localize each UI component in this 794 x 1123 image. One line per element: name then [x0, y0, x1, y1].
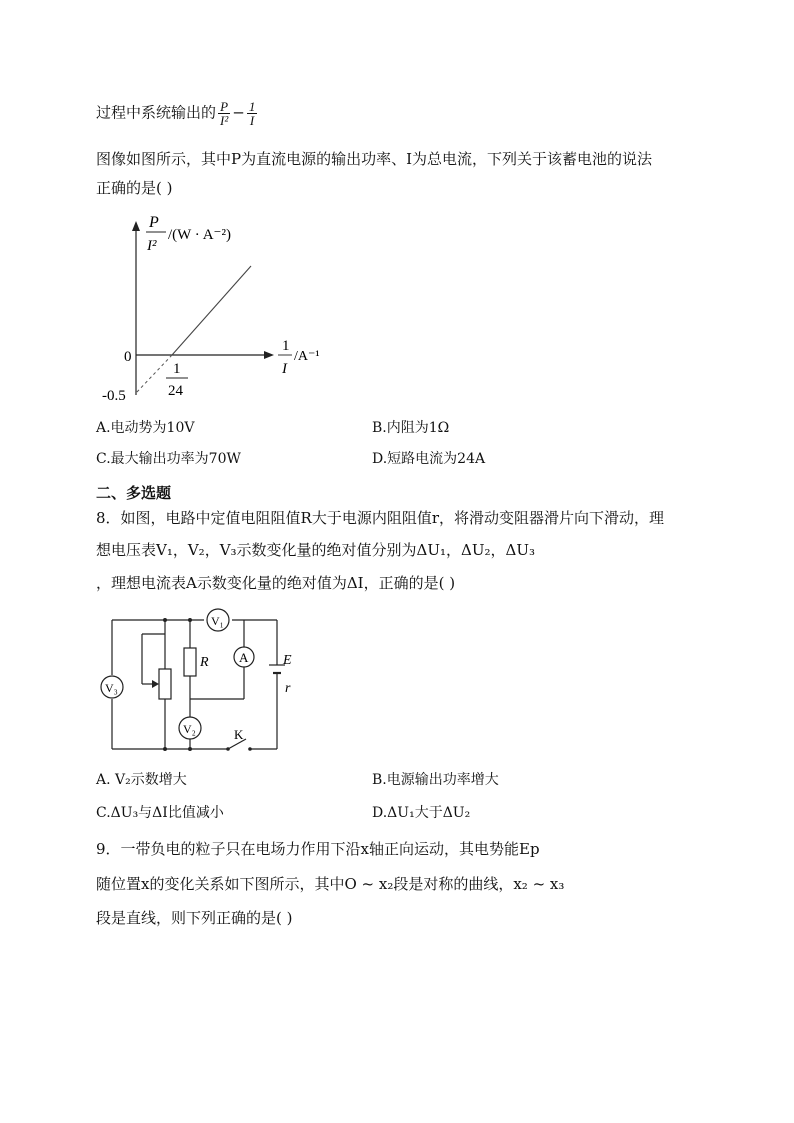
frac-den: I	[249, 113, 255, 128]
r-label: R	[200, 655, 209, 670]
q7-line1-prefix: 过程中系统输出的	[96, 103, 217, 122]
y-label-unit: /(W · A⁻²)	[168, 227, 231, 243]
section-multiple-choice-title: 二、多选题	[96, 484, 172, 502]
voltmeter-v1-icon	[207, 609, 229, 631]
q8-option-b: B.电源输出功率增大	[372, 772, 499, 788]
y-label-num: P	[149, 214, 159, 231]
graph-line	[172, 266, 251, 355]
frac-num: P	[218, 100, 230, 114]
x-intercept-num: 1	[173, 361, 181, 377]
ammeter-icon	[234, 647, 254, 667]
q7-line1	[96, 100, 259, 127]
q8-line1: 8．如图，电路中定值电阻阻值R大于电源内阻阻值r，将滑动变阻器滑片向下滑动，理	[96, 509, 665, 527]
frac-num: 1	[248, 99, 256, 114]
q8-line2: 想电压表V₁，V₂，V₃示数变化量的绝对值分别为ΔU₁，ΔU₂，ΔU₃	[96, 541, 536, 559]
q8-option-d: D.ΔU₁大于ΔU₂	[372, 805, 471, 821]
q7-line2: 图像如图所示，其中P为直流电源的输出功率、I为总电流，下列关于该蓄电池的说法	[96, 150, 653, 168]
graph-line-extension	[136, 355, 172, 393]
x-label-num: 1	[282, 338, 290, 354]
x-axis-arrow	[264, 351, 274, 359]
q7-frac-p-over-i2	[218, 100, 230, 127]
y-axis-arrow	[132, 221, 140, 231]
q7-option-a: A.电动势为10V	[96, 420, 195, 436]
y-intercept-label: -0.5	[102, 388, 126, 404]
a-label: A	[239, 650, 249, 665]
q7-option-c: C.最大输出功率为70W	[96, 451, 241, 467]
q8-option-c: C.ΔU₃与ΔI比值减小	[96, 805, 224, 821]
e-label: E	[283, 653, 292, 668]
q7-line3: 正确的是( )	[96, 179, 173, 197]
q8-circuit	[96, 603, 306, 753]
q8-option-a: A. V₂示数增大	[96, 772, 187, 788]
voltmeter-v2-icon	[179, 717, 201, 739]
voltmeter-v3-icon	[101, 676, 123, 698]
x-label-den: I	[282, 361, 287, 377]
x-intercept-den: 24	[168, 383, 183, 399]
minus-sign: −	[232, 103, 245, 122]
v3-label: V₃	[105, 681, 118, 695]
y-label-den: I²	[147, 238, 157, 254]
q7-option-d: D.短路电流为24A	[372, 451, 486, 467]
q7-option-b: B.内阻为1Ω	[372, 420, 450, 436]
k-label: K	[234, 727, 244, 742]
slider-arrow-icon	[152, 680, 159, 688]
q7-frac-1-over-i	[247, 100, 258, 127]
origin-label: 0	[124, 349, 132, 365]
v2-label: V₂	[183, 722, 196, 736]
q7-graph	[96, 205, 346, 405]
x-label-unit: /A⁻¹	[294, 349, 320, 364]
frac-den: I²	[220, 113, 229, 128]
q8-line3: ，理想电流表A示数变化量的绝对值为ΔI，正确的是( )	[96, 574, 456, 592]
q9-line2: 随位置x的变化关系如下图所示，其中O ~ x₂段是对称的曲线，x₂ ~ x₃	[96, 875, 565, 893]
q9-line1: 9．一带负电的粒子只在电场力作用下沿x轴正向运动，其电势能Ep	[96, 840, 540, 858]
q9-line3: 段是直线，则下列正确的是( )	[96, 909, 293, 927]
r-int-label: r	[285, 681, 291, 696]
v1-label: V₁	[211, 614, 224, 628]
